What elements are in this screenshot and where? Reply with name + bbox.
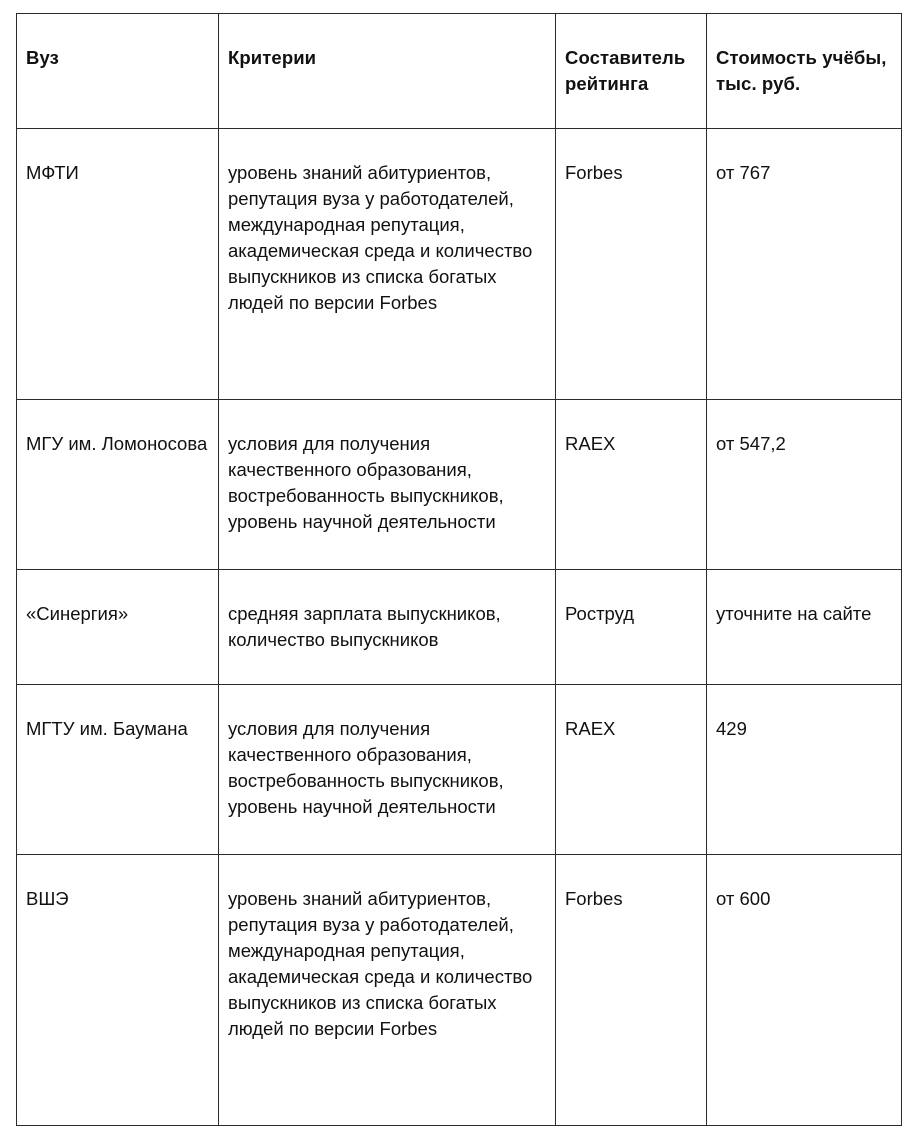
table-row	[17, 855, 902, 1126]
header-university	[17, 14, 219, 129]
header-cost-label: Стоимость учёбы, тыс. руб.	[716, 47, 887, 94]
cost-value: уточните на сайте	[716, 603, 872, 624]
cell-cost	[707, 685, 902, 855]
table-row	[17, 400, 902, 570]
cost-value: от 547,2	[716, 433, 786, 454]
cell-university	[17, 855, 219, 1126]
compiler-name: RAEX	[565, 433, 616, 454]
header-compiler	[556, 14, 707, 129]
compiler-name: RAEX	[565, 718, 616, 739]
university-name: ВШЭ	[26, 888, 69, 909]
cell-university	[17, 570, 219, 685]
cell-criteria	[219, 400, 556, 570]
header-cost	[707, 14, 902, 129]
university-name: МФТИ	[26, 162, 79, 183]
cell-criteria	[219, 855, 556, 1126]
criteria-text: уровень знаний абитуриентов, репутация вуза у работодателей, международная репутация, академическая среда и количество выпускников из списка богатых людей по версии Forbes	[228, 888, 533, 1039]
cell-compiler	[556, 685, 707, 855]
table-row	[17, 129, 902, 400]
cell-compiler	[556, 129, 707, 400]
cell-university	[17, 129, 219, 400]
compiler-name: Forbes	[565, 162, 623, 183]
cell-cost	[707, 400, 902, 570]
cost-value: 429	[716, 718, 747, 739]
cell-cost	[707, 570, 902, 685]
table-row	[17, 570, 902, 685]
cell-compiler	[556, 400, 707, 570]
cell-compiler	[556, 855, 707, 1126]
cell-criteria	[219, 685, 556, 855]
table-body	[17, 129, 902, 1126]
header-compiler-label: Составитель рейтинга	[565, 47, 686, 94]
cell-cost	[707, 855, 902, 1126]
criteria-text: условия для получения качественного образования, востребованность выпускников, уровень научной деятельности	[228, 433, 504, 532]
cell-criteria	[219, 129, 556, 400]
table-row	[17, 685, 902, 855]
header-criteria-label: Критерии	[228, 47, 317, 68]
header-university-label: Вуз	[26, 47, 59, 68]
cost-value: от 600	[716, 888, 771, 909]
cell-university	[17, 685, 219, 855]
university-name: «Синергия»	[26, 603, 129, 624]
criteria-text: уровень знаний абитуриентов, репутация вуза у работодателей, международная репутация, академическая среда и количество выпускников из списка богатых людей по версии Forbes	[228, 162, 533, 313]
cost-value: от 767	[716, 162, 771, 183]
header-row	[17, 14, 902, 129]
cell-criteria	[219, 570, 556, 685]
compiler-name: Forbes	[565, 888, 623, 909]
criteria-text: условия для получения качественного образования, востребованность выпускников, уровень научной деятельности	[228, 718, 504, 817]
cell-university	[17, 400, 219, 570]
cell-cost	[707, 129, 902, 400]
header-criteria	[219, 14, 556, 129]
table-header	[17, 14, 902, 129]
compiler-name: Роструд	[565, 603, 635, 624]
criteria-text: средняя зарплата выпускников, количество выпускников	[228, 603, 501, 650]
university-rating-table	[16, 13, 902, 1126]
university-name: МГТУ им. Баумана	[26, 718, 188, 739]
university-name: МГУ им. Ломоносова	[26, 433, 208, 454]
cell-compiler	[556, 570, 707, 685]
